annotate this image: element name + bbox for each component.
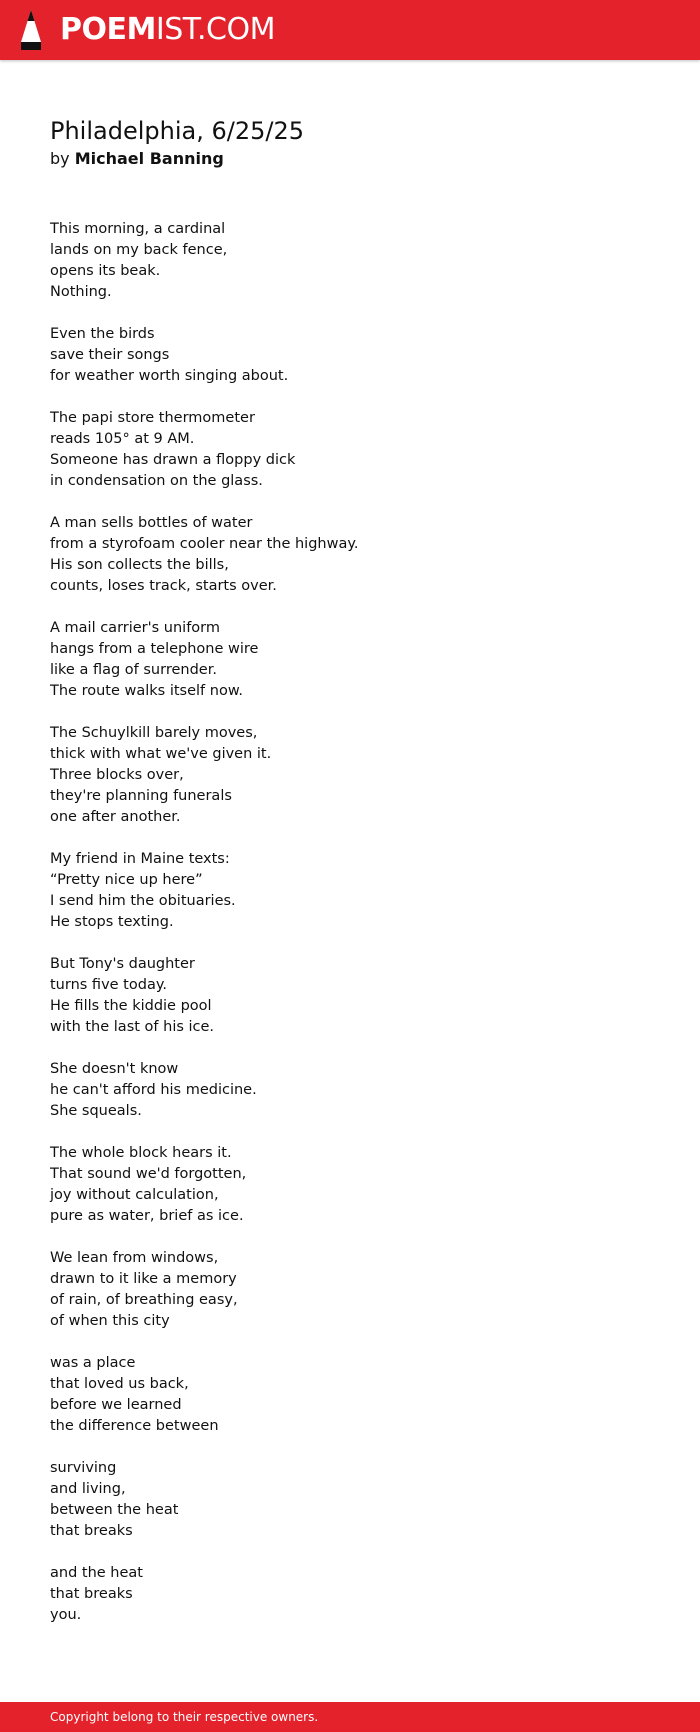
poem-line: of rain, of breathing easy, <box>50 1292 238 1308</box>
poem-line: from a styrofoam cooler near the highway. <box>50 536 359 552</box>
poem-line: like a flag of surrender. <box>50 662 217 678</box>
poem-line: The papi store thermometer <box>50 410 255 426</box>
poem-stanza <box>50 1143 650 1227</box>
poem-line: Nothing. <box>50 284 112 300</box>
poem-stanza <box>50 408 650 492</box>
poem-line: She squeals. <box>50 1103 142 1119</box>
poem-line: Someone has drawn a floppy dick <box>50 452 296 468</box>
poem-line: he can't afford his medicine. <box>50 1082 257 1098</box>
poem-stanza <box>50 1353 650 1437</box>
poem-line: My friend in Maine texts: <box>50 851 230 867</box>
poem-line: they're planning funerals <box>50 788 232 804</box>
poem-line: drawn to it like a memory <box>50 1271 237 1287</box>
poem-line: A mail carrier's uniform <box>50 620 221 636</box>
copyright-text: Copyright belong to their respective owners. <box>50 1710 319 1724</box>
byline-prefix: by <box>50 149 70 168</box>
poem-line: I send him the obituaries. <box>50 893 236 909</box>
poem-line: between the heat <box>50 1502 179 1518</box>
poem-line: hangs from a telephone wire <box>50 641 259 657</box>
poem-line: of when this city <box>50 1313 170 1329</box>
poem-line: opens its beak. <box>50 263 161 279</box>
author-link[interactable]: Michael Banning <box>74 149 224 168</box>
poem-body <box>50 219 650 1647</box>
poem-line: lands on my back fence, <box>50 242 228 258</box>
poem-line: pure as water, brief as ice. <box>50 1208 244 1224</box>
byline <box>50 148 650 170</box>
poem-header <box>50 114 650 170</box>
poem-line: We lean from windows, <box>50 1250 219 1266</box>
poem-stanza <box>50 1563 650 1626</box>
logo-text-bold: POEM <box>60 12 156 47</box>
poem-stanza <box>50 723 650 828</box>
poem-line: and the heat <box>50 1565 143 1581</box>
poem-line: one after another. <box>50 809 181 825</box>
poem-line: thick with what we've given it. <box>50 746 272 762</box>
poem-line: The route walks itself now. <box>50 683 243 699</box>
poem-line: But Tony's daughter <box>50 956 195 972</box>
site-footer <box>0 1702 700 1732</box>
poem-line: joy without calculation, <box>50 1187 219 1203</box>
poem-line: and living, <box>50 1481 126 1497</box>
poem-line: in condensation on the glass. <box>50 473 263 489</box>
poem-line: She doesn't know <box>50 1061 179 1077</box>
site-logo-link[interactable] <box>0 0 275 60</box>
poem-line: His son collects the bills, <box>50 557 229 573</box>
poem-stanza <box>50 1458 650 1542</box>
poem-title: Philadelphia, 6/25/25 <box>50 117 304 145</box>
poem-stanza <box>50 1059 650 1122</box>
poem-stanza <box>50 1248 650 1332</box>
poem-line: “Pretty nice up here” <box>50 872 203 888</box>
poem-line: surviving <box>50 1460 117 1476</box>
poem-line: This morning, a cardinal <box>50 221 226 237</box>
poem-line: was a place <box>50 1355 136 1371</box>
poem-line: turns five today. <box>50 977 167 993</box>
poem-line: the difference between <box>50 1418 219 1434</box>
poem-line: Three blocks over, <box>50 767 184 783</box>
poem-line: The whole block hears it. <box>50 1145 232 1161</box>
poem-line: before we learned <box>50 1397 182 1413</box>
poem-line: with the last of his ice. <box>50 1019 215 1035</box>
poem-line: A man sells bottles of water <box>50 515 253 531</box>
poem-line: That sound we'd forgotten, <box>50 1166 247 1182</box>
poem-stanza <box>50 513 650 597</box>
poem-line: for weather worth singing about. <box>50 368 289 384</box>
poem-line: that breaks <box>50 1523 133 1539</box>
poem-line: that breaks <box>50 1586 133 1602</box>
poem-stanza <box>50 954 650 1038</box>
poem-line: you. <box>50 1607 82 1623</box>
poem-line: He stops texting. <box>50 914 174 930</box>
poem-line: that loved us back, <box>50 1376 189 1392</box>
poem-line: counts, loses track, starts over. <box>50 578 277 594</box>
poem-stanza <box>50 324 650 387</box>
poem-line: Even the birds <box>50 326 155 342</box>
poem-line: He fills the kiddie pool <box>50 998 212 1014</box>
logo-text-light: IST.COM <box>155 12 275 47</box>
poem-stanza <box>50 219 650 303</box>
site-header <box>0 0 700 60</box>
poem-line: The Schuylkill barely moves, <box>50 725 258 741</box>
poem-stanza <box>50 618 650 702</box>
poem-line: reads 105° at 9 AM. <box>50 431 195 447</box>
site-logo-text <box>60 0 275 60</box>
poem-line: save their songs <box>50 347 170 363</box>
poem-stanza <box>50 849 650 933</box>
pencil-icon <box>18 9 44 51</box>
